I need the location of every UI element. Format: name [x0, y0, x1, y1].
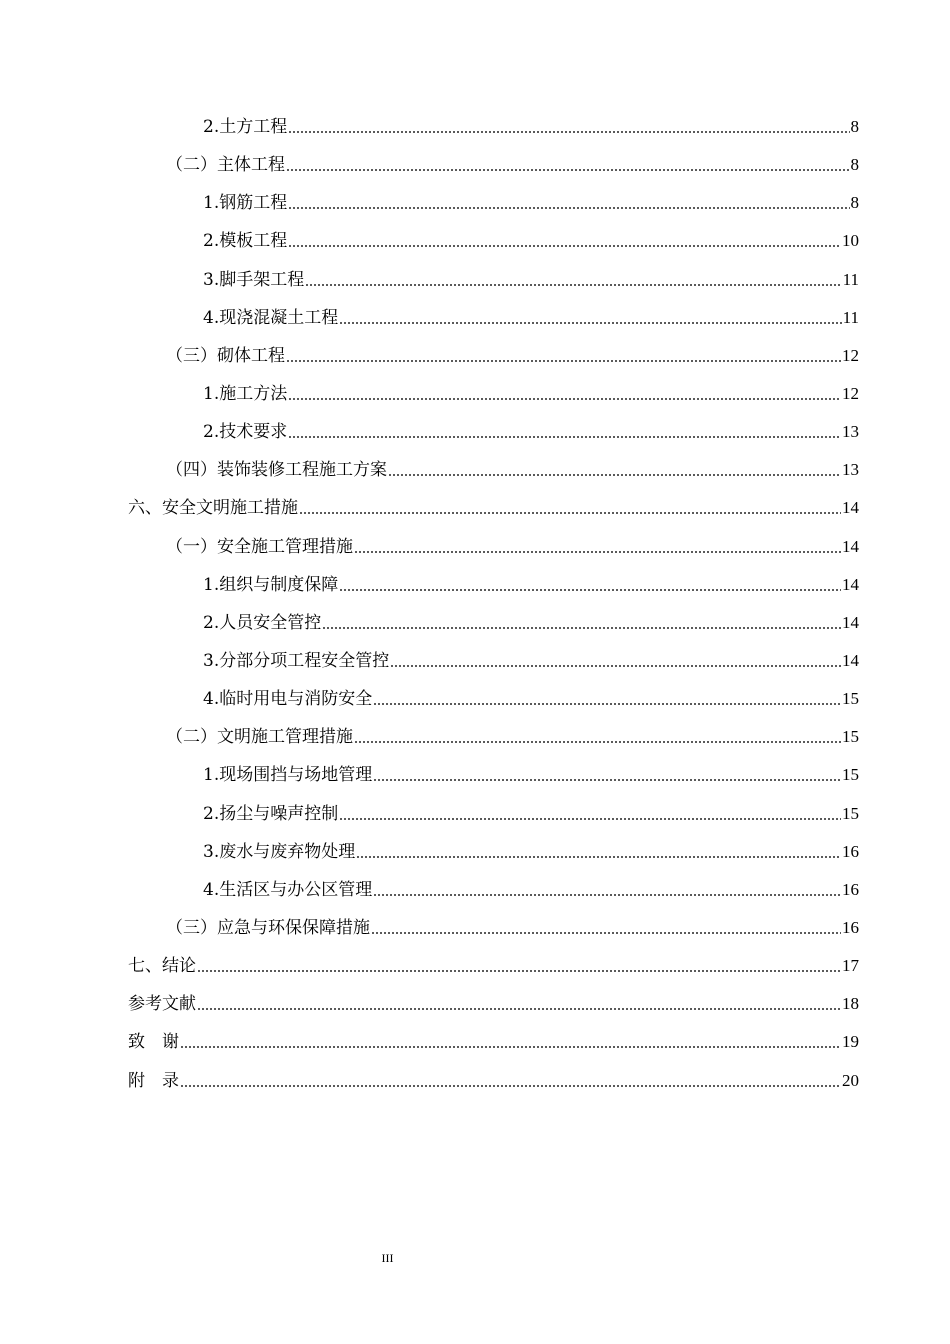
toc-entry-page: 13 [842, 460, 859, 480]
toc-entry[interactable] [0, 413, 950, 451]
dot-leader [390, 651, 841, 671]
toc-entry-page: 14 [842, 574, 859, 594]
toc-entry-title: 七、结论 [128, 956, 196, 977]
toc-entry-title: 致 谢 [128, 1032, 179, 1053]
toc-entry-page: 12 [842, 384, 859, 404]
toc-entry-title: 1.现场围挡与场地管理 [203, 765, 373, 786]
toc-entry-page: 8 [850, 155, 859, 175]
dot-leader [286, 346, 841, 366]
toc-entry[interactable] [0, 795, 950, 833]
toc-entry[interactable] [0, 1023, 950, 1061]
toc-entry[interactable] [0, 985, 950, 1023]
toc-entry[interactable] [0, 337, 950, 375]
dot-leader [339, 575, 841, 595]
toc-entry[interactable] [0, 451, 950, 489]
toc-entry-page: 10 [842, 231, 859, 251]
toc-entry-page: 15 [842, 689, 859, 709]
toc-entry-page: 8 [850, 193, 859, 213]
toc-entry-page: 8 [850, 117, 859, 137]
table-of-contents [0, 108, 950, 1100]
dot-leader [299, 498, 841, 518]
toc-entry-title: 参考文献 [128, 994, 196, 1015]
dot-leader [288, 422, 841, 442]
toc-entry-title: 3.废水与废弃物处理 [203, 841, 356, 862]
dot-leader [288, 384, 841, 404]
dot-leader [197, 956, 841, 976]
toc-entry-title: 2.模板工程 [203, 231, 288, 252]
toc-entry[interactable] [0, 108, 950, 146]
dot-leader [354, 537, 841, 557]
toc-entry[interactable] [0, 184, 950, 222]
toc-entry[interactable] [0, 871, 950, 909]
dot-leader [305, 270, 841, 290]
toc-entry-page: 11 [842, 269, 859, 289]
toc-entry[interactable] [0, 222, 950, 260]
dot-leader [322, 613, 841, 633]
toc-entry-title: 1.组织与制度保障 [203, 574, 339, 595]
dot-leader [373, 689, 841, 709]
toc-entry[interactable] [0, 718, 950, 756]
toc-entry[interactable] [0, 261, 950, 299]
dot-leader [180, 1032, 841, 1052]
dot-leader [197, 994, 841, 1014]
toc-entry[interactable] [0, 489, 950, 527]
toc-entry-page: 15 [842, 727, 859, 747]
dot-leader [354, 727, 841, 747]
toc-entry-title: （一）安全施工管理措施 [166, 536, 353, 557]
toc-entry-title: 2.土方工程 [203, 117, 288, 138]
toc-entry[interactable] [0, 947, 950, 985]
toc-entry-title: 1.钢筋工程 [203, 193, 288, 214]
toc-entry-title: 3.分部分项工程安全管控 [203, 651, 390, 672]
toc-entry-title: （二）主体工程 [166, 155, 285, 176]
toc-entry[interactable] [0, 1062, 950, 1100]
toc-entry-page: 14 [842, 536, 859, 556]
toc-entry-page: 11 [842, 307, 859, 327]
dot-leader [373, 880, 841, 900]
toc-entry[interactable] [0, 756, 950, 794]
toc-entry[interactable] [0, 375, 950, 413]
toc-entry-page: 17 [842, 956, 859, 976]
dot-leader [339, 308, 841, 328]
toc-entry-title: 4.临时用电与消防安全 [203, 689, 373, 710]
toc-entry-page: 16 [842, 841, 859, 861]
toc-entry-page: 16 [842, 918, 859, 938]
toc-entry-title: （三）应急与环保保障措施 [166, 918, 370, 939]
toc-entry-title: （四）装饰装修工程施工方案 [166, 460, 387, 481]
page-number: III [381, 1251, 394, 1265]
toc-entry[interactable] [0, 299, 950, 337]
dot-leader [388, 460, 841, 480]
toc-entry-page: 12 [842, 345, 859, 365]
toc-entry-page: 19 [842, 1032, 859, 1052]
toc-entry-page: 18 [842, 994, 859, 1014]
toc-entry-page: 20 [842, 1070, 859, 1090]
toc-entry-title: 附 录 [128, 1070, 179, 1091]
dot-leader [288, 193, 849, 213]
dot-leader [288, 231, 841, 251]
toc-entry-page: 14 [842, 612, 859, 632]
dot-leader [288, 117, 849, 137]
toc-entry-title: 4.生活区与办公区管理 [203, 879, 373, 900]
toc-entry-title: 4.现浇混凝土工程 [203, 307, 339, 328]
toc-entry[interactable] [0, 833, 950, 871]
toc-entry-title: 2.人员安全管控 [203, 612, 322, 633]
dot-leader [286, 155, 850, 175]
toc-entry-page: 14 [842, 651, 859, 671]
toc-entry-page: 15 [842, 803, 859, 823]
dot-leader [371, 918, 841, 938]
toc-entry-title: （二）文明施工管理措施 [166, 727, 353, 748]
toc-entry[interactable] [0, 566, 950, 604]
toc-entry-title: 2.技术要求 [203, 422, 288, 443]
toc-entry-title: 1.施工方法 [203, 384, 288, 405]
dot-leader [373, 765, 841, 785]
toc-entry[interactable] [0, 604, 950, 642]
toc-entry-title: （三）砌体工程 [166, 345, 285, 366]
toc-entry[interactable] [0, 680, 950, 718]
toc-entry[interactable] [0, 528, 950, 566]
toc-entry-page: 16 [842, 879, 859, 899]
toc-entry-title: 六、安全文明施工措施 [128, 498, 298, 519]
toc-entry-page: 15 [842, 765, 859, 785]
dot-leader [356, 842, 841, 862]
toc-entry-title: 2.扬尘与噪声控制 [203, 803, 339, 824]
toc-entry[interactable] [0, 642, 950, 680]
dot-leader [339, 804, 841, 824]
toc-entry-title: 3.脚手架工程 [203, 269, 305, 290]
toc-entry[interactable] [0, 146, 950, 184]
toc-entry-page: 13 [842, 422, 859, 442]
toc-entry-page: 14 [842, 498, 859, 518]
toc-entry[interactable] [0, 909, 950, 947]
dot-leader [180, 1071, 841, 1091]
